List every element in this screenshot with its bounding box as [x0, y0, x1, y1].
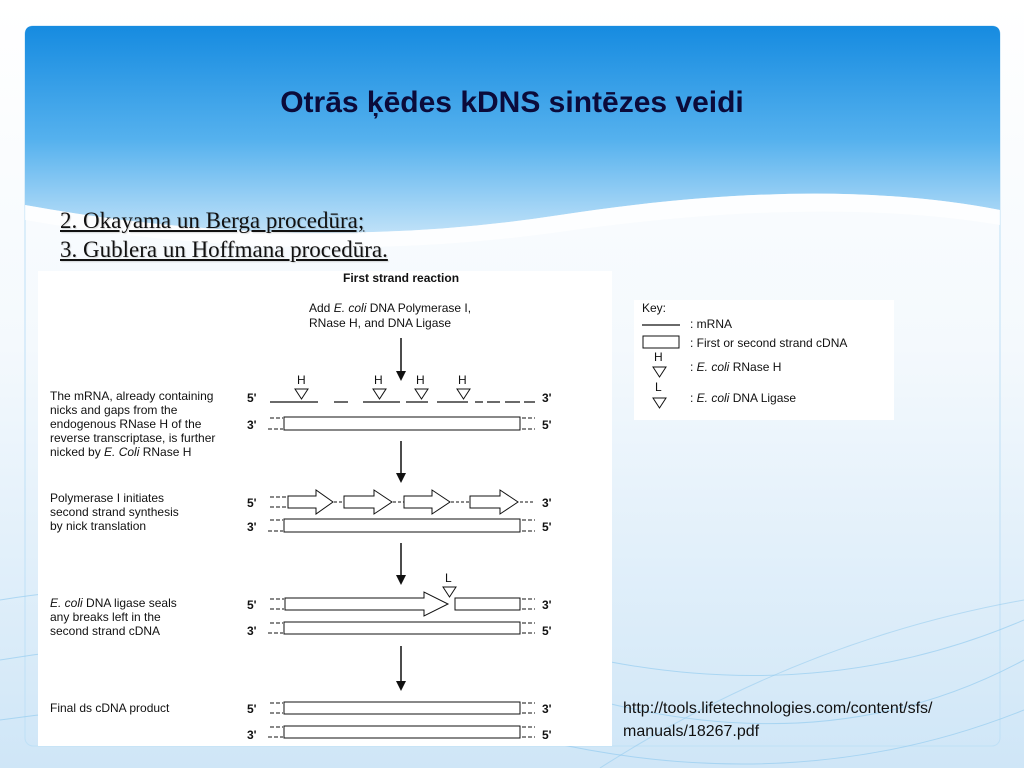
nick-translation-arrow: [288, 490, 333, 514]
rnase-h-marker: [415, 373, 428, 399]
flow-arrow-head: [396, 575, 406, 585]
step2-line: Polymerase I initiates: [50, 491, 165, 505]
key-canvas: [634, 300, 894, 420]
strand-overhang: [522, 623, 535, 633]
second-strand-cdna: [284, 702, 520, 714]
step1-line: reverse transcriptase, is further: [50, 431, 216, 445]
end-label: 5': [542, 728, 552, 742]
end-label: 5': [247, 391, 257, 405]
procedure-list: [60, 206, 388, 264]
end-label: 5': [542, 624, 552, 638]
strand-overhang: [270, 703, 283, 713]
nick-translation-arrow: [404, 490, 450, 514]
rnase-h-symbol: [653, 367, 666, 377]
step3-line: any breaks left in the: [50, 610, 161, 624]
svg-text:H: H: [416, 373, 425, 387]
flow-arrow-head: [396, 473, 406, 483]
step1-line: nicks and gaps from the: [50, 403, 178, 417]
key-ligase: : E. coli DNA Ligase: [690, 391, 797, 405]
svg-text:H: H: [374, 373, 383, 387]
flow-arrow-head: [396, 681, 406, 691]
list-item: 3. Gublera un Hoffmana procedūra.: [60, 237, 388, 262]
second-strand-cdna: [455, 598, 520, 610]
strand-overhang: [522, 727, 535, 737]
key-cdna: : First or second strand cDNA: [690, 336, 848, 350]
step3-line: E. coli DNA ligase seals: [50, 596, 177, 610]
first-strand-cdna: [284, 519, 520, 532]
end-label: 3': [542, 598, 552, 612]
strand-overhang: [268, 727, 283, 737]
rnase-h-marker: [295, 373, 308, 399]
nick-translation-arrow: [344, 490, 392, 514]
end-label: 3': [247, 418, 257, 432]
svg-text:L: L: [445, 571, 452, 585]
end-label: 5': [542, 520, 552, 534]
end-label: 3': [542, 702, 552, 716]
end-label: 3': [247, 520, 257, 534]
step1-line: nicked by E. Coli RNase H: [50, 445, 192, 459]
strand-overhang: [522, 703, 535, 713]
key-title: Key:: [642, 301, 667, 315]
svg-text:H: H: [458, 373, 467, 387]
second-strand-cdna: [285, 592, 448, 616]
end-label: 3': [542, 496, 552, 510]
end-label: 5': [247, 598, 257, 612]
rnase-h-marker: [457, 373, 470, 399]
diagram-key: [634, 300, 894, 420]
slide-title: Otrās ķēdes kDNS sintēzes veidi: [280, 86, 744, 119]
nick-translation-arrow: [470, 490, 518, 514]
diagram-canvas: [38, 271, 612, 746]
source-line: http://tools.lifetechnologies.com/content/sfs/: [623, 700, 933, 717]
flow-arrow-head: [396, 371, 406, 381]
list-item: 2. Okayama un Berga procedūra;: [60, 208, 365, 233]
source-line: manuals/18267.pdf: [623, 723, 760, 740]
end-label: 5': [247, 496, 257, 510]
diagram-header: First strand reaction: [343, 271, 460, 285]
rnase-h-marker: [373, 373, 386, 399]
strand-overhang: [268, 418, 283, 429]
step4-line: Final ds cDNA product: [50, 701, 170, 715]
first-strand-cdna: [284, 726, 520, 738]
step2-line: by nick translation: [50, 519, 147, 533]
add-step-line2: RNase H, and DNA Ligase: [309, 316, 452, 330]
dna-ligase-marker: [443, 571, 456, 597]
step1-line: endogenous RNase H of the: [50, 417, 202, 431]
strand-overhang: [522, 599, 535, 609]
strand-overhang: [268, 520, 283, 531]
end-label: 3': [247, 624, 257, 638]
strand-overhang: [268, 623, 283, 633]
cdna-box-symbol: [643, 336, 679, 348]
strand-overhang: [270, 599, 284, 609]
end-label: 5': [542, 418, 552, 432]
first-strand-cdna: [284, 417, 520, 430]
end-label: 3': [542, 391, 552, 405]
key-rnase-h: : E. coli RNase H: [690, 360, 782, 374]
strand-overhang: [270, 497, 290, 507]
key-mrna: : mRNA: [690, 317, 732, 331]
first-strand-cdna: [284, 622, 520, 634]
source-link[interactable]: [623, 697, 933, 743]
key-l-letter: L: [655, 380, 662, 394]
step3-line: second strand cDNA: [50, 624, 161, 638]
svg-text:H: H: [297, 373, 306, 387]
second-strand-synthesis-diagram: [38, 271, 612, 746]
end-label: 3': [247, 728, 257, 742]
strand-overhang: [522, 520, 535, 531]
step2-line: second strand synthesis: [50, 505, 179, 519]
key-h-letter: H: [654, 350, 663, 364]
strand-overhang: [522, 418, 535, 429]
add-step-line1: Add E. coli DNA Polymerase I,: [309, 301, 472, 315]
end-label: 5': [247, 702, 257, 716]
step1-line: The mRNA, already containing: [50, 389, 214, 403]
dna-ligase-symbol: [653, 398, 666, 408]
